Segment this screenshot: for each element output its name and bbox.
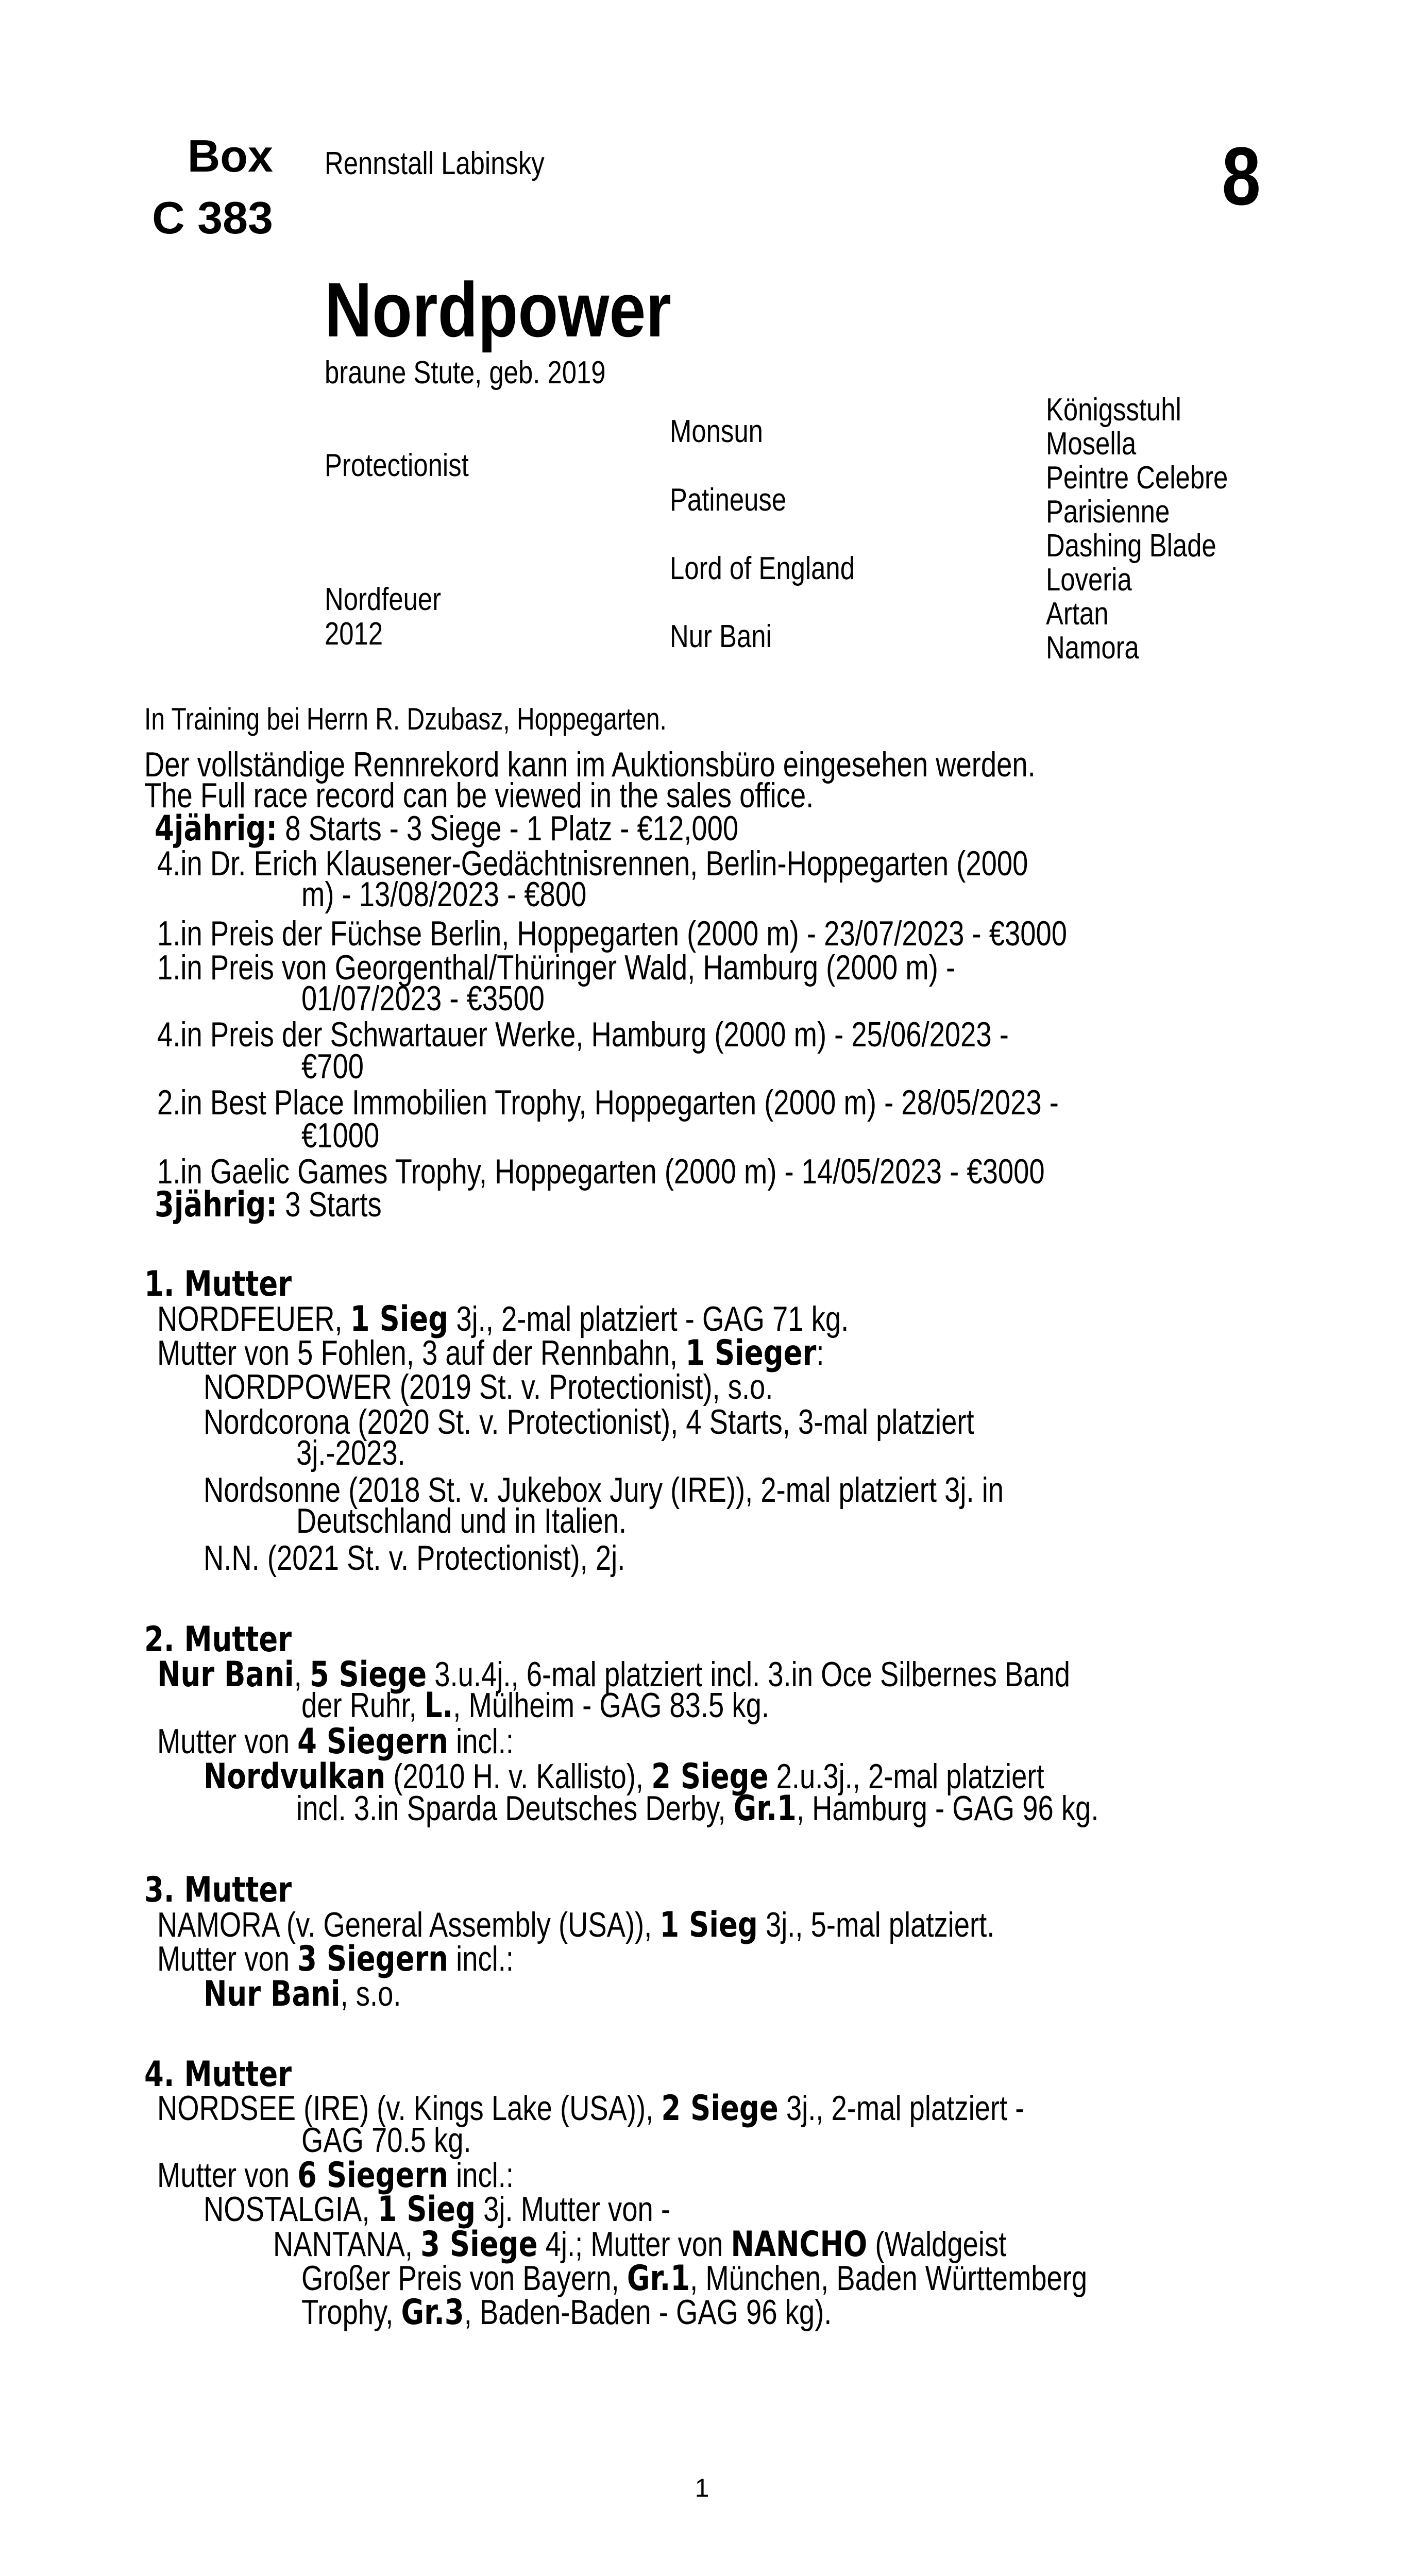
race-entry-cont: €700 — [301, 1047, 364, 1086]
race-entry: 4.in Preis der Schwartauer Werke, Hamburg (2000 m) - 25/06/2023 - — [157, 1015, 1009, 1054]
dam1-foal: NORDPOWER (2019 St. v. Protectionist), s.o. — [204, 1367, 773, 1406]
dam2-foal-cont: incl. 3.in Sparda Deutsches Derby, Gr.1, Hamburg - GAG 96 kg. — [296, 1788, 1099, 1829]
age3-label: 3jährig: — [155, 1184, 278, 1225]
pedigree-gen3-item: Artan — [1046, 596, 1109, 632]
dam3-produce: Mutter von 3 Siegern incl.: — [157, 1939, 514, 1979]
pedigree-gen3-item: Parisienne — [1046, 494, 1170, 530]
race-entry-cont: 01/07/2023 - €3500 — [301, 979, 545, 1018]
age4-summary: 4jährig: 8 Starts - 3 Siege - 1 Platz - €12,000 — [155, 808, 739, 849]
training-note: In Training bei Herrn R. Dzubasz, Hoppegarten. — [144, 702, 667, 736]
pedigree-dam-year: 2012 — [325, 616, 383, 652]
dam1-foal: Nordsonne (2018 St. v. Jukebox Jury (IRE)), 2-mal platziert 3j. in — [204, 1470, 1004, 1510]
record-note-en: The Full race record can be viewed in the sales office. — [144, 776, 814, 815]
pedigree-gen3-item: Peintre Celebre — [1046, 460, 1228, 496]
dam3-summary: NAMORA (v. General Assembly (USA)), 1 Sieg 3j., 5-mal platziert. — [157, 1905, 995, 1945]
dam1-produce: Mutter von 5 Fohlen, 3 auf der Rennbahn, 1 Sieger: — [157, 1333, 824, 1374]
dam3-foal: Nur Bani, s.o. — [204, 1974, 401, 2014]
dam4-summary-cont: GAG 70.5 kg. — [301, 2121, 471, 2160]
race-entry-cont: m) - 13/08/2023 - €800 — [301, 875, 587, 914]
dam4-foal: NOSTALGIA, 1 Sieg 3j. Mutter von - — [204, 2189, 670, 2230]
age4-label: 4jährig: — [155, 808, 278, 849]
dam4-grandfoal-cont: Großer Preis von Bayern, Gr.1, München, Baden Württemberg — [301, 2258, 1088, 2299]
dam1-summary: NORDFEUER, 1 Sieg 3j., 2-mal platziert - GAG 71 kg. — [157, 1299, 849, 1340]
dam2-title: 2. Mutter — [144, 1619, 292, 1660]
dam4-produce: Mutter von 6 Siegern incl.: — [157, 2155, 514, 2196]
pedigree-gen3-item: Dashing Blade — [1046, 528, 1216, 564]
pedigree-gen3-item: Königsstuhl — [1046, 392, 1181, 428]
pedigree-gen3-item: Loveria — [1046, 562, 1132, 598]
race-entry: 1.in Gaelic Games Trophy, Hoppegarten (2000 m) - 14/05/2023 - €3000 — [157, 1152, 1045, 1191]
dam2-summary: Nur Bani, 5 Siege 3.u.4j., 6-mal platziert incl. 3.in Oce Silbernes Band — [157, 1654, 1070, 1695]
dam2-produce: Mutter von 4 Siegern incl.: — [157, 1721, 514, 1762]
dam3-title: 3. Mutter — [144, 1870, 292, 1910]
dam2-foal: Nordvulkan (2010 H. v. Kallisto), 2 Siege 2.u.3j., 2-mal platziert — [204, 1756, 1044, 1797]
pedigree-gen3-item: Namora — [1046, 630, 1139, 666]
dam1-foal-cont: Deutschland und in Italien. — [296, 1501, 627, 1540]
box-label: Box — [187, 130, 273, 181]
owner: Rennstall Labinsky — [325, 146, 545, 181]
race-entry: 4.in Dr. Erich Klausener-Gedächtnisrennen, Berlin-Hoppegarten (2000 — [157, 844, 1028, 883]
age3-summary: 3jährig: 3 Starts — [155, 1184, 382, 1225]
dam4-summary: NORDSEE (IRE) (v. Kings Lake (USA)), 2 Siege 3j., 2-mal platziert - — [157, 2088, 1025, 2129]
dam4-grandfoal: NANTANA, 3 Siege 4j.; Mutter von NANCHO (Waldgeist — [273, 2224, 1007, 2265]
race-entry: 1.in Preis der Füchse Berlin, Hoppegarten (2000 m) - 23/07/2023 - €3000 — [157, 914, 1068, 953]
horse-name: Nordpower — [325, 266, 671, 353]
race-entry-cont: €1000 — [301, 1116, 380, 1155]
record-note-de: Der vollständige Rennrekord kann im Auktionsbüro eingesehen werden. — [144, 745, 1036, 784]
pedigree-dam-dam: Nur Bani — [670, 619, 772, 654]
dam1-foal: Nordcorona (2020 St. v. Protectionist), 4 Starts, 3-mal platziert — [204, 1402, 974, 1442]
pedigree-dam: Nordfeuer — [325, 582, 442, 617]
pedigree-sire: Protectionist — [325, 448, 469, 483]
dam1-foal-cont: 3j.-2023. — [296, 1433, 405, 1472]
page-number: 1 — [695, 2473, 709, 2502]
pedigree-gen3-item: Mosella — [1046, 426, 1137, 462]
box-number: C 383 — [152, 192, 273, 243]
race-entry: 1.in Preis von Georgenthal/Thüringer Wald, Hamburg (2000 m) - — [157, 948, 956, 987]
horse-description: braune Stute, geb. 2019 — [325, 355, 606, 391]
pedigree-sire-dam: Patineuse — [670, 482, 787, 518]
lot-number: 8 — [1222, 130, 1261, 222]
dam2-summary-cont: der Ruhr, L., Mülheim - GAG 83.5 kg. — [301, 1685, 769, 1726]
dam4-title: 4. Mutter — [144, 2054, 292, 2095]
dam1-title: 1. Mutter — [144, 1264, 292, 1304]
race-entry: 2.in Best Place Immobilien Trophy, Hoppegarten (2000 m) - 28/05/2023 - — [157, 1083, 1059, 1122]
pedigree-sire-sire: Monsun — [670, 414, 763, 449]
pedigree-dam-sire: Lord of England — [670, 551, 855, 586]
dam4-grandfoal-cont: Trophy, Gr.3, Baden-Baden - GAG 96 kg). — [301, 2292, 832, 2333]
dam1-foal: N.N. (2021 St. v. Protectionist), 2j. — [204, 1538, 625, 1578]
